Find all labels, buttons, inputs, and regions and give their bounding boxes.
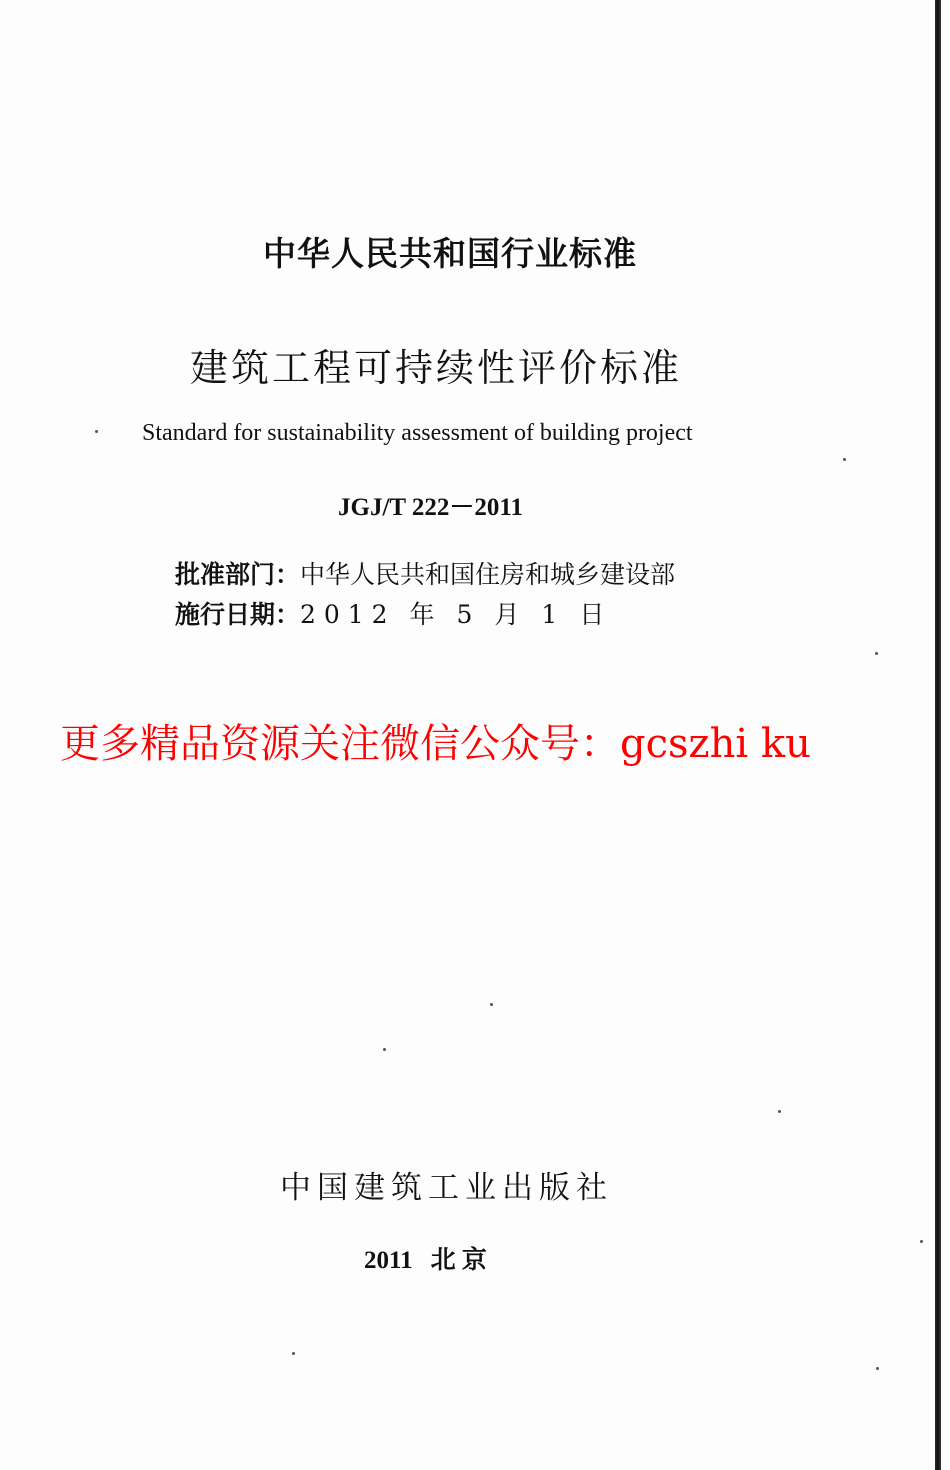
standard-type-heading: 中华人民共和国行业标准 [263,234,637,273]
approval-line [175,555,675,591]
date-month: 5 [456,600,473,629]
scan-speck [920,1240,923,1243]
scan-edge [935,0,941,1470]
scan-speck [490,1003,493,1006]
scan-speck [292,1352,295,1355]
date-year: 2 0 1 2 [300,600,388,629]
publisher-name: 中国建筑工业出版社 [280,1170,613,1206]
watermark-notice: 更多精品资源关注微信公众号：gcszhi ku [60,721,811,767]
publication-place [364,1240,505,1276]
publication-city: 北 京 [430,1247,487,1274]
approval-label: 批准部门： [175,560,301,589]
date-year-unit: 年 [409,600,435,629]
standard-code: JGJ/T 222－2011 [338,494,523,521]
scan-speck [843,458,846,461]
scan-speck [383,1048,386,1051]
scan-speck [95,430,98,433]
approval-value: 中华人民共和国住房和城乡建设部 [300,560,676,589]
date-day-unit: 日 [579,600,605,629]
effective-date-line [175,595,626,631]
effective-date-label: 施行日期： [175,600,301,629]
publication-year: 2011 [364,1247,413,1274]
title-english: Standard for sustainability assessment of building project [142,420,693,446]
scan-speck [778,1110,781,1113]
scan-speck [875,652,878,655]
scan-speck [876,1367,879,1370]
title-chinese: 建筑工程可持续性评价标准 [190,346,683,390]
date-day: 1 [541,600,558,629]
date-month-unit: 月 [494,600,520,629]
